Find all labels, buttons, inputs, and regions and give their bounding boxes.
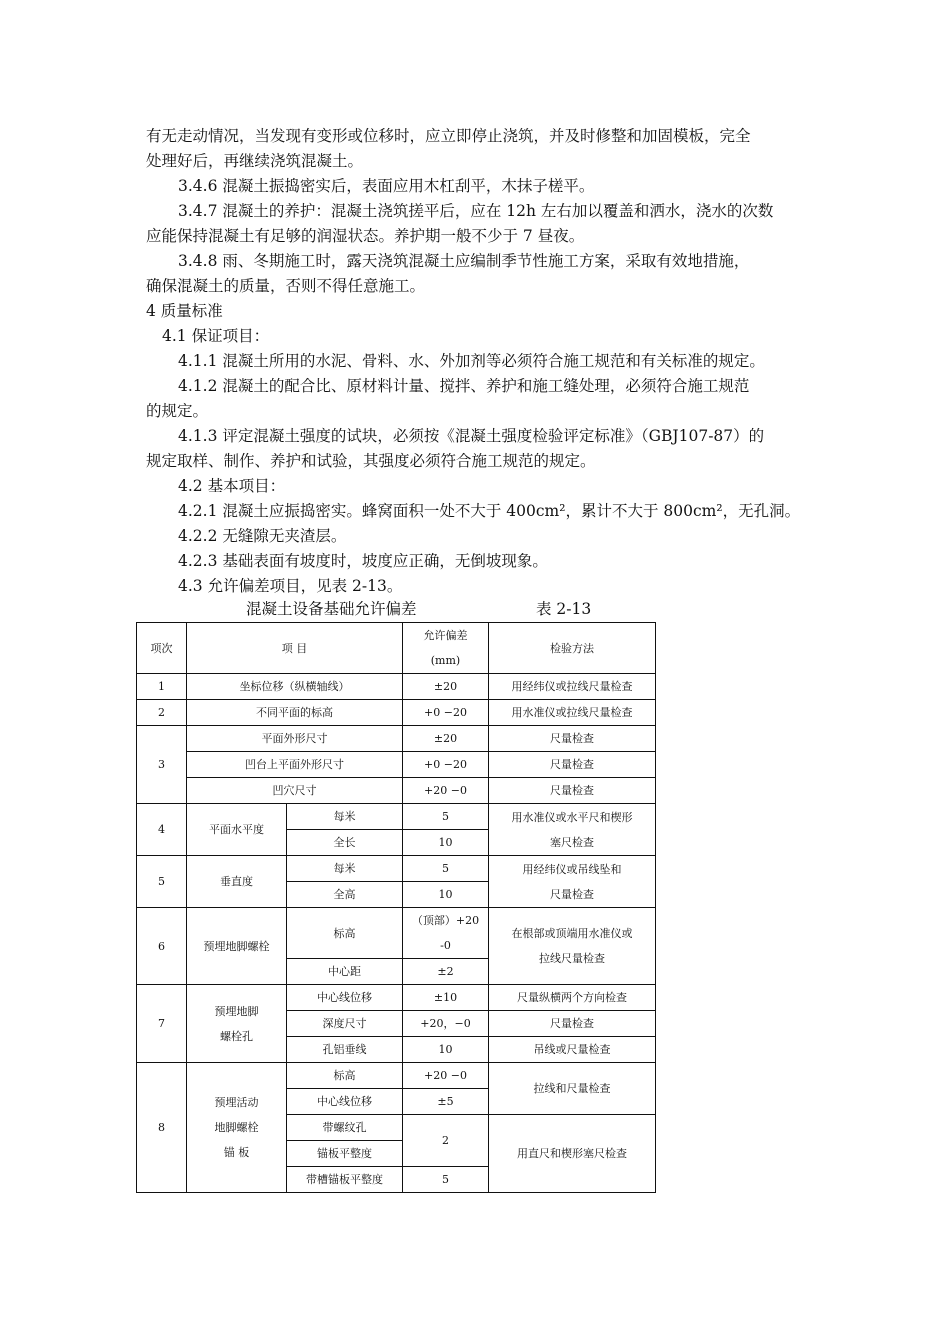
cell-group: 垂直度 [187,856,287,908]
cell-tolerance: 10 [403,882,489,908]
paragraph-line: 确保混凝土的质量，否则不得任意施工。 [146,277,426,295]
cell-subitem: 全长 [287,830,403,856]
header-tolerance-unit: (mm) [430,654,461,667]
subsection-heading: 4.1 保证项目： [162,327,270,345]
cell-no: 3 [137,726,187,804]
cell-no: 2 [137,700,187,726]
table-row [137,726,656,752]
header-item: 项 目 [187,623,403,674]
paragraph-line: 有无走动情况，当发现有变形或位移时，应立即停止浇筑，并及时修整和加固模板，完全 [146,127,751,145]
cell-subitem: 锚板平整度 [287,1141,403,1167]
cell-no: 8 [137,1063,187,1193]
cell-method: 用直尺和楔形塞尺检查 [489,1115,656,1193]
cell-group: 预埋地脚螺栓 [187,908,287,985]
cell-subitem: 每米 [287,804,403,830]
table-row [137,985,656,1011]
cell-method [489,856,656,908]
cell-method [489,804,656,856]
cell-method: 用水准仪或拉线尺量检查 [489,700,656,726]
cell-tolerance: ±5 [403,1089,489,1115]
table-row [137,674,656,700]
paragraph-line: 4.2.3 基础表面有坡度时，坡度应正确，无倒坡现象。 [178,552,548,570]
cell-tolerance: +20 −0 [403,778,489,804]
cell-method-line2: 尺量检查 [550,887,594,901]
cell-no: 1 [137,674,187,700]
table-row [137,804,656,830]
cell-group [187,1063,287,1193]
paragraph-line: 4.1.1 混凝土所用的水泥、骨料、水、外加剂等必须符合施工规范和有关标准的规定。 [178,352,765,370]
tolerance-table [136,622,656,1193]
cell-method-line1: 用水准仪或水平尺和楔形 [511,810,633,824]
paragraph-line: 4.2.1 混凝土应振捣密实。蜂窝面积一处不大于 400cm²，累计不大于 800cm²，无孔洞。 [178,502,801,520]
cell-method: 尺量检查 [489,752,656,778]
cell-group-line1: 预埋地脚 [214,1004,259,1018]
table-number: 表 2-13 [536,600,592,618]
header-tolerance [403,623,489,674]
cell-tolerance: 5 [403,804,489,830]
table-row [137,752,656,778]
paragraph-line: 3.4.6 混凝土振捣密实后，表面应用木杠刮平，木抹子槎平。 [178,177,595,195]
cell-tolerance-line1: （顶部）+20 [411,914,480,927]
table-title: 混凝土设备基础允许偏差 [246,600,417,618]
paragraph-line: 4.3 允许偏差项目，见表 2-13。 [178,577,403,595]
cell-subitem: 带螺纹孔 [287,1115,403,1141]
cell-method: 用经纬仪或拉线尺量检查 [489,674,656,700]
cell-subitem: 孔铝垂线 [287,1037,403,1063]
cell-no: 6 [137,908,187,985]
table-row [137,908,656,959]
cell-tolerance: +0 −20 [403,752,489,778]
cell-group-line2: 螺栓孔 [220,1029,253,1043]
cell-item: 凹台上平面外形尺寸 [187,752,403,778]
table-row [137,856,656,882]
cell-method [489,908,656,985]
cell-tolerance: ±2 [403,959,489,985]
cell-subitem: 全高 [287,882,403,908]
cell-tolerance: +0 −20 [403,700,489,726]
cell-no: 4 [137,804,187,856]
header-method: 检验方法 [489,623,656,674]
cell-group-line2: 地脚螺栓 [214,1121,259,1134]
cell-tolerance: ±20 [403,726,489,752]
cell-item: 凹穴尺寸 [187,778,403,804]
paragraph-line: 3.4.7 混凝土的养护：混凝土浇筑搓平后，应在 12h 左右加以覆盖和洒水，浇水的次数 [178,202,774,220]
cell-group-line1: 预埋活动 [214,1096,259,1109]
cell-method-line2: 拉线尺量检查 [539,952,605,965]
cell-group: 平面水平度 [187,804,287,856]
cell-subitem: 标高 [287,908,403,959]
cell-subitem: 中心距 [287,959,403,985]
cell-subitem: 标高 [287,1063,403,1089]
cell-no: 5 [137,856,187,908]
cell-subitem: 每米 [287,856,403,882]
cell-method-line1: 在根部或顶端用水准仪或 [511,927,633,940]
paragraph-line: 的规定。 [146,402,209,420]
paragraph-line: 4.1.2 混凝土的配合比、原材料计量、搅拌、养护和施工缝处理，必须符合施工规范 [178,377,750,395]
table-row [137,1063,656,1089]
table-row [137,778,656,804]
cell-no: 7 [137,985,187,1063]
cell-method-line2: 塞尺检查 [550,835,594,849]
cell-group [187,985,287,1063]
header-tolerance-line1: 允许偏差 [423,629,468,642]
cell-item: 平面外形尺寸 [187,726,403,752]
cell-tolerance: ±20 [403,674,489,700]
paragraph-line: 规定取样、制作、养护和试验，其强度必须符合施工规范的规定。 [146,452,596,470]
cell-item: 坐标位移（纵横轴线） [187,674,403,700]
cell-method: 吊线或尺量检查 [489,1037,656,1063]
cell-method: 尺量检查 [489,1011,656,1037]
cell-method: 拉线和尺量检查 [489,1063,656,1115]
subsection-heading: 4.2 基本项目： [178,477,286,495]
cell-tolerance: 2 [403,1115,489,1167]
cell-tolerance: +20 −0 [403,1063,489,1089]
cell-subitem: 中心线位移 [287,985,403,1011]
cell-method: 尺量检查 [489,778,656,804]
cell-tolerance: 5 [403,1167,489,1193]
cell-tolerance [403,908,489,959]
table-header-row [137,623,656,674]
paragraph-line: 应能保持混凝土有足够的润湿状态。养护期一般不少于 7 昼夜。 [146,227,585,245]
cell-subitem: 带槽锚板平整度 [287,1167,403,1193]
cell-tolerance: 5 [403,856,489,882]
cell-subitem: 深度尺寸 [287,1011,403,1037]
cell-item: 不同平面的标高 [187,700,403,726]
cell-method: 尺量检查 [489,726,656,752]
paragraph-line: 处理好后，再继续浇筑混凝土。 [146,152,364,170]
cell-tolerance: +20，−0 [403,1011,489,1037]
cell-tolerance: 10 [403,1037,489,1063]
paragraph-line: 4.2.2 无缝隙无夹渣层。 [178,527,347,545]
cell-tolerance: 10 [403,830,489,856]
cell-method: 尺量纵横两个方向检查 [489,985,656,1011]
cell-tolerance-line2: -0 [440,939,451,952]
cell-method-line1: 用经纬仪或吊线坠和 [522,862,622,876]
paragraph-line: 3.4.8 雨、冬期施工时，露天浇筑混凝土应编制季节性施工方案，采取有效地措施， [178,252,750,270]
cell-tolerance: ±10 [403,985,489,1011]
header-no: 项次 [137,623,187,674]
paragraph-line: 4.1.3 评定混凝土强度的试块，必须按《混凝土强度检验评定标准》（GBJ107-87）的 [178,427,765,445]
section-heading: 4 质量标准 [146,302,223,320]
cell-subitem: 中心线位移 [287,1089,403,1115]
table-row [137,700,656,726]
cell-group-line3: 锚 板 [223,1146,250,1159]
